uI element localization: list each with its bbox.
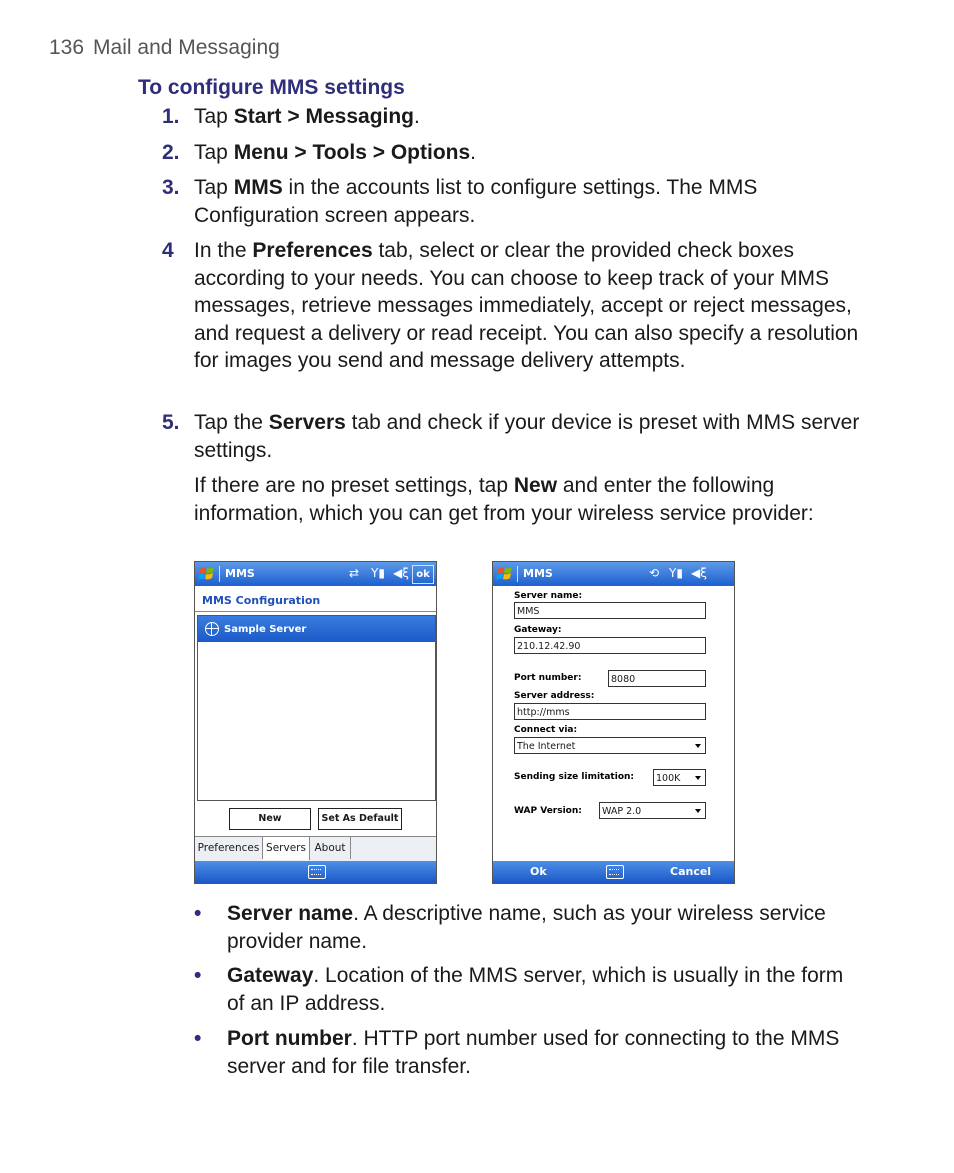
chapter-title: Mail and Messaging [93, 36, 280, 59]
server-settings-screenshot [492, 561, 735, 884]
new-button[interactable]: New [229, 808, 311, 830]
step-number: 3. [162, 176, 180, 199]
wap-version-label: WAP Version: [514, 806, 582, 816]
keyboard-icon[interactable] [308, 865, 326, 879]
server-address-field[interactable]: http://mms [514, 703, 706, 720]
list-item-label: Sample Server [224, 624, 307, 635]
set-as-default-button[interactable]: Set As Default [318, 808, 402, 830]
gateway-field[interactable]: 210.12.42.90 [514, 637, 706, 654]
globe-icon [205, 622, 219, 636]
mms-configuration-screenshot [194, 561, 437, 884]
server-name-field[interactable]: MMS [514, 602, 706, 619]
tab-about[interactable]: About [310, 837, 351, 859]
keyboard-icon[interactable] [606, 865, 624, 879]
tab-preferences[interactable]: Preferences [195, 837, 263, 859]
sync-icon: ⟲ [649, 566, 660, 580]
windows-start-icon[interactable] [496, 565, 514, 583]
step-text: Tap Start > Messaging. [194, 105, 420, 128]
step-5-extra: If there are no preset settings, tap New and enter the following information, which you can get from your wireless service provider: [194, 474, 814, 525]
bullet-icon: • [194, 1027, 202, 1050]
server-list[interactable] [197, 615, 436, 801]
step-number: 2. [162, 141, 180, 164]
section-title: To configure MMS settings [138, 76, 405, 99]
windows-start-icon[interactable] [198, 565, 216, 583]
ok-softkey[interactable]: Ok [530, 865, 547, 878]
ok-button[interactable]: ok [412, 565, 434, 584]
connect-via-dropdown[interactable]: The Internet [514, 737, 706, 754]
list-item[interactable] [198, 616, 435, 642]
title-bar [493, 562, 734, 586]
server-address-label: Server address: [514, 691, 595, 701]
signal-icon: Y▮ [669, 566, 683, 580]
step-number: 1. [162, 105, 180, 128]
step-text: Tap MMS in the accounts list to configure settings. The MMS Configuration screen appears. [194, 176, 758, 227]
wap-version-dropdown[interactable]: WAP 2.0 [599, 802, 706, 819]
app-title: MMS [225, 567, 255, 580]
soft-key-bar [493, 861, 734, 883]
volume-icon: ◀ξ [393, 566, 409, 580]
sending-size-label: Sending size limitation: [514, 772, 635, 782]
gateway-label: Gateway: [514, 625, 562, 635]
step-text: Tap the Servers tab and check if your device is preset with MMS server settings. [194, 411, 860, 462]
sync-icon: ⇄ [349, 566, 360, 580]
step-text: Tap Menu > Tools > Options. [194, 141, 477, 164]
sending-size-dropdown[interactable]: 100K [653, 769, 706, 786]
page-header [49, 36, 280, 60]
app-title: MMS [523, 567, 553, 580]
signal-icon: Y▮ [371, 566, 385, 580]
bullet-icon: • [194, 902, 202, 925]
server-name-label: Server name: [514, 591, 583, 601]
port-number-field[interactable]: 8080 [608, 670, 706, 687]
volume-icon: ◀ξ [691, 566, 707, 580]
tab-bar [195, 836, 436, 861]
tab-servers[interactable]: Servers [263, 837, 310, 860]
soft-key-bar [195, 861, 436, 883]
step-number: 4 [162, 239, 174, 262]
step-text: In the Preferences tab, select or clear the provided check boxes according to your needs. You can choose to keep track of your MMS messages, retrieve messages immediately, accept or reject messages, and request a delivery or read receipt. You can also specify a resolution for images you send and message delivery attempts. [194, 239, 859, 372]
step-number: 5. [162, 411, 180, 434]
screen-heading: MMS Configuration [202, 594, 321, 607]
connect-via-label: Connect via: [514, 725, 578, 735]
cancel-softkey[interactable]: Cancel [670, 865, 712, 878]
page-number: 136 [49, 36, 85, 59]
port-number-label: Port number: [514, 673, 582, 683]
title-bar [195, 562, 436, 586]
bullet-icon: • [194, 964, 202, 987]
